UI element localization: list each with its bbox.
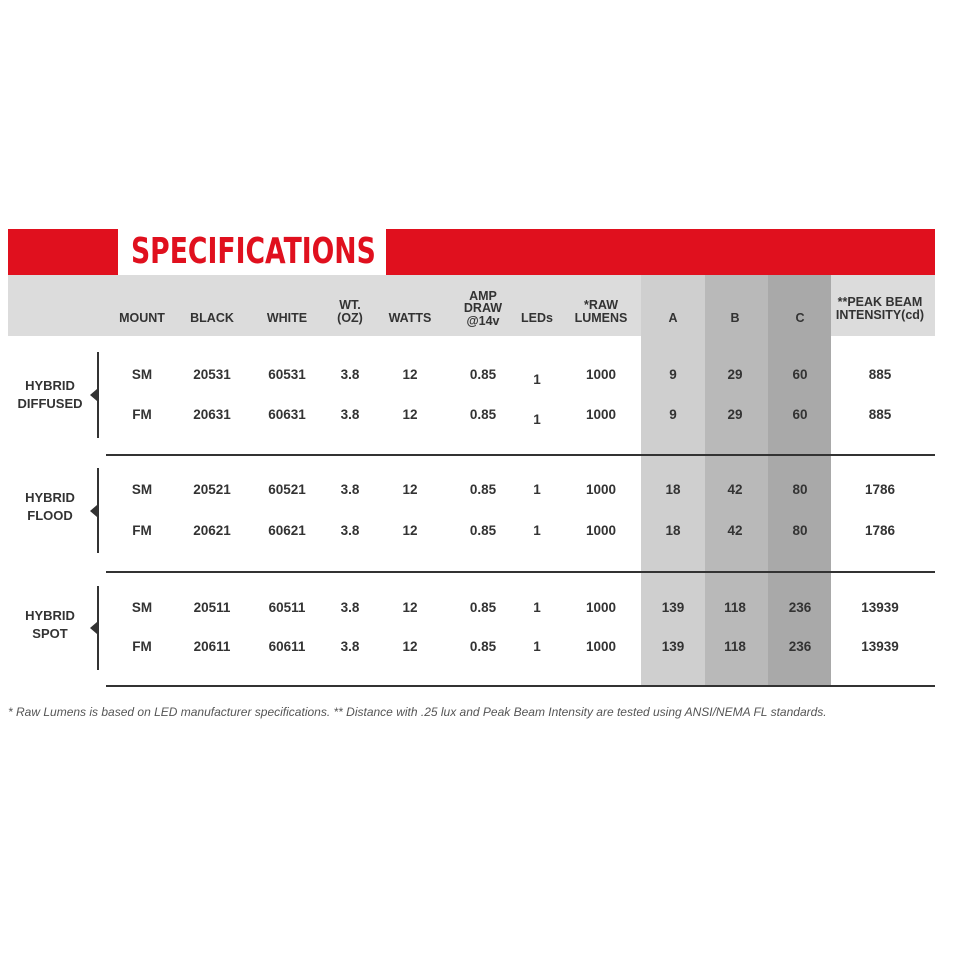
cell-leds: 1 (533, 372, 541, 387)
group-divider (106, 454, 935, 456)
cell-leds: 1 (533, 412, 541, 427)
cell-peak: 1786 (864, 523, 896, 538)
cell-c: 60 (792, 367, 808, 382)
cell-mount: FM (132, 639, 152, 654)
cell-wt: 3.8 (340, 523, 360, 538)
cell-watts: 12 (402, 523, 418, 538)
cell-amp: 0.85 (469, 600, 497, 615)
cell-a: 18 (665, 523, 681, 538)
cell-leds: 1 (533, 482, 541, 497)
cell-wt: 3.8 (340, 482, 360, 497)
group-label: HYBRID DIFFUSED (17, 378, 83, 411)
cell-peak: 13939 (861, 600, 899, 615)
cell-b: 29 (727, 367, 743, 382)
cell-amp: 0.85 (469, 482, 497, 497)
cell-a: 139 (661, 639, 685, 654)
cell-b: 42 (727, 482, 743, 497)
cell-wt: 3.8 (340, 367, 360, 382)
bracket-pointer-icon (90, 389, 97, 401)
header-white: WHITE (266, 310, 308, 325)
group-divider (106, 571, 935, 573)
cell-lumens: 1000 (585, 523, 617, 538)
cell-lumens: 1000 (585, 482, 617, 497)
page-title: SPECIFICATIONS (131, 231, 376, 272)
group-bracket (97, 468, 99, 553)
cell-black: 20511 (193, 600, 231, 615)
header-lumens: *RAW LUMENS (574, 298, 628, 325)
cell-amp: 0.85 (469, 523, 497, 538)
cell-white: 60611 (268, 639, 306, 654)
table-bottom-rule (106, 685, 935, 687)
cell-black: 20611 (193, 639, 231, 654)
cell-watts: 12 (402, 600, 418, 615)
cell-lumens: 1000 (585, 367, 617, 382)
cell-black: 20631 (193, 407, 231, 422)
header-a: A (668, 310, 678, 325)
cell-peak: 13939 (861, 639, 899, 654)
cell-watts: 12 (402, 367, 418, 382)
bracket-pointer-icon (90, 622, 97, 634)
cell-white: 60631 (268, 407, 306, 422)
cell-mount: SM (131, 600, 153, 615)
cell-c: 60 (792, 407, 808, 422)
cell-peak: 885 (868, 367, 892, 382)
header-b: B (730, 310, 740, 325)
cell-c: 236 (788, 639, 812, 654)
cell-leds: 1 (533, 639, 541, 654)
header-mount: MOUNT (119, 310, 165, 325)
cell-a: 9 (669, 367, 677, 382)
group-bracket (97, 352, 99, 438)
cell-watts: 12 (402, 639, 418, 654)
cell-white: 60511 (268, 600, 306, 615)
header-amp: AMP DRAW @14v (463, 288, 503, 328)
cell-b: 118 (724, 600, 746, 615)
cell-peak: 1786 (864, 482, 896, 497)
cell-mount: FM (132, 523, 152, 538)
footnote: * Raw Lumens is based on LED manufacturer specifications. ** Distance with .25 lux and Peak Beam Intensity are tested using ANSI/NEMA FL standards. (8, 705, 827, 719)
cell-lumens: 1000 (585, 600, 617, 615)
cell-mount: FM (132, 407, 152, 422)
cell-amp: 0.85 (469, 367, 497, 382)
cell-b: 118 (724, 639, 746, 654)
cell-b: 29 (727, 407, 743, 422)
cell-b: 42 (727, 523, 743, 538)
group-label: HYBRID FLOOD (25, 490, 75, 523)
cell-a: 9 (669, 407, 677, 422)
cell-leds: 1 (533, 600, 541, 615)
cell-black: 20531 (193, 367, 231, 382)
group-label: HYBRID SPOT (25, 608, 75, 641)
header-leds: LEDs (521, 310, 553, 325)
cell-mount: SM (131, 367, 153, 382)
cell-mount: SM (131, 482, 153, 497)
cell-amp: 0.85 (469, 639, 497, 654)
cell-c: 80 (792, 482, 808, 497)
cell-lumens: 1000 (585, 407, 617, 422)
cell-peak: 885 (868, 407, 892, 422)
header-wt: WT. (OZ) (337, 298, 363, 325)
cell-wt: 3.8 (340, 407, 360, 422)
header-peak: **PEAK BEAM INTENSITY(cd) (835, 295, 925, 322)
cell-amp: 0.85 (469, 407, 497, 422)
bracket-pointer-icon (90, 505, 97, 517)
cell-a: 18 (665, 482, 681, 497)
header-c: C (795, 310, 805, 325)
cell-lumens: 1000 (585, 639, 617, 654)
header-black: BLACK (190, 310, 234, 325)
cell-watts: 12 (402, 482, 418, 497)
cell-wt: 3.8 (340, 639, 360, 654)
cell-wt: 3.8 (340, 600, 360, 615)
cell-a: 139 (661, 600, 685, 615)
header-watts: WATTS (388, 310, 432, 325)
cell-white: 60521 (268, 482, 306, 497)
group-bracket (97, 586, 99, 670)
cell-black: 20521 (193, 482, 231, 497)
cell-c: 236 (788, 600, 812, 615)
cell-white: 60621 (268, 523, 306, 538)
cell-c: 80 (792, 523, 808, 538)
cell-black: 20621 (193, 523, 231, 538)
cell-watts: 12 (402, 407, 418, 422)
cell-white: 60531 (268, 367, 306, 382)
cell-leds: 1 (533, 523, 541, 538)
